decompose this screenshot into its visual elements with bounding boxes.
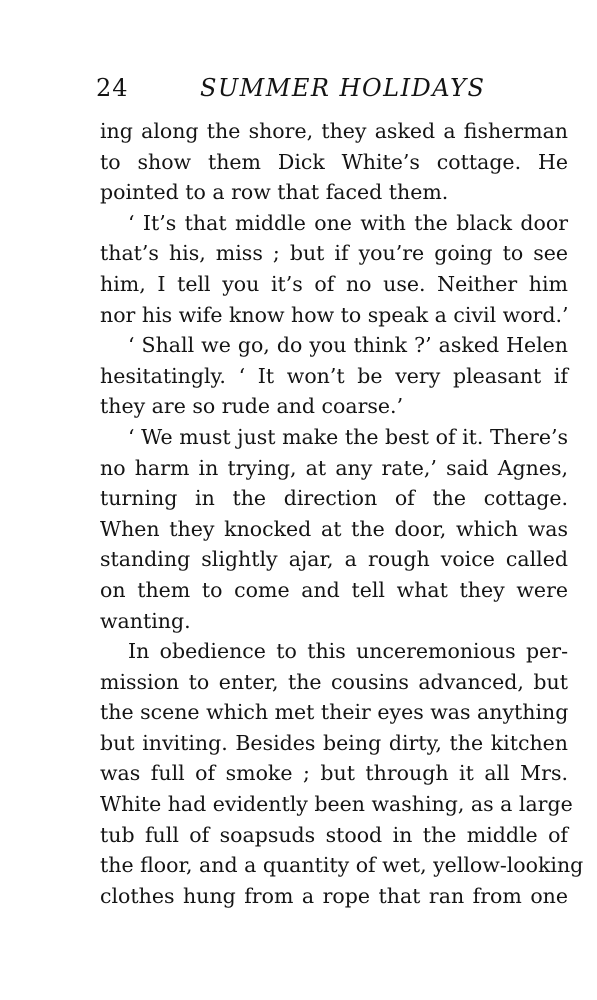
body-text: [100, 116, 584, 911]
text-line: the scene which met their eyes was anything: [100, 700, 569, 725]
text-line: but inviting. Besides being dirty, the kitchen: [100, 730, 568, 755]
text-line: hesitatingly. ‘ It won’t be very pleasant if: [100, 363, 568, 388]
text-line: no harm in trying, at any rate,’ said Agnes,: [100, 455, 568, 480]
text-line: clothes hung from a rope that ran from one: [100, 883, 568, 908]
text-line: ‘ It’s that middle one with the black door: [128, 210, 568, 235]
text-line: pointed to a row that faced them.: [100, 180, 449, 205]
text-line: In obedience to this unceremonious per-: [128, 639, 568, 664]
text-line: to show them Dick White’s cottage. He: [100, 149, 568, 174]
text-line: him, I tell you it’s of no use. Neither him: [100, 271, 568, 296]
text-line: wanting.: [100, 608, 191, 633]
text-line: standing slightly ajar, a rough voice called: [100, 547, 568, 572]
text-line: they are so rude and coarse.’: [100, 394, 404, 419]
text-line: When they knocked at the door, which was: [100, 516, 568, 541]
text-line: the floor, and a quantity of wet, yellow-looking: [100, 853, 584, 878]
page-number: 24: [96, 74, 129, 102]
text-line: White had evidently been washing, as a large: [100, 792, 573, 817]
running-head: SUMMER HOLIDAYS: [200, 74, 486, 102]
text-line: ing along the shore, they asked a fisherman: [100, 119, 568, 143]
text-line: ‘ We must just make the best of it. There’s: [128, 424, 568, 449]
text-line: turning in the direction of the cottage.: [100, 486, 568, 511]
text-line: tub full of soapsuds stood in the middle of: [100, 822, 568, 847]
text-line: that’s his, miss ; but if you’re going to see: [100, 241, 568, 266]
text-line: mission to enter, the cousins advanced, but: [100, 669, 568, 694]
text-line: nor his wife know how to speak a civil word.’: [100, 302, 569, 327]
text-line: on them to come and tell what they were: [100, 577, 568, 602]
page-header: [96, 68, 566, 108]
text-line: was full of smoke ; but through it all Mrs.: [100, 761, 568, 786]
text-line: ‘ Shall we go, do you think ?’ asked Helen: [128, 333, 568, 358]
